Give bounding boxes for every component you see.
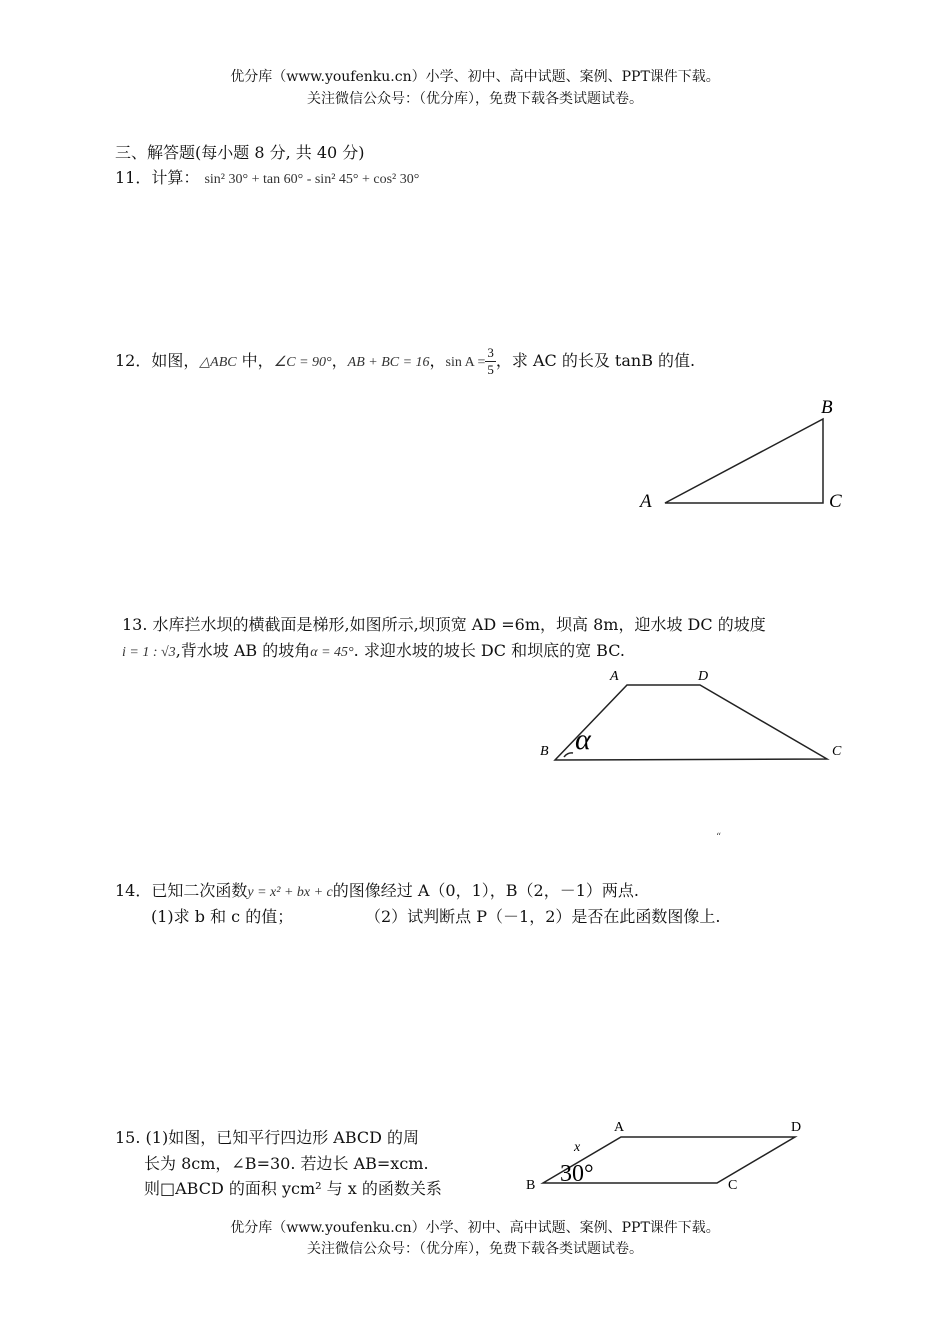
q11-prefix: 11．计算： xyxy=(115,168,200,187)
q15-label-d: D xyxy=(791,1120,802,1135)
question-12: 12．如图，△ABC 中，∠C = 90°，AB + BC = 16，sin A = $\frac{3}{5}$ ，求 AC 的长及 tanB 的值. xyxy=(115,345,696,377)
q14-line-1 xyxy=(115,878,639,901)
q14-function: y = x² + bx + c xyxy=(247,885,333,900)
q13-slope: i = 1 : √3 xyxy=(122,645,176,660)
q12-triangle-shape xyxy=(665,419,823,503)
q13-trapezoid-shape xyxy=(555,685,827,760)
q12-fraction-numerator: 3 xyxy=(487,345,494,360)
q13-label-c: C xyxy=(832,744,842,759)
q15-line-2: 长为 8cm，∠B=30. 若边长 AB=xcm. xyxy=(144,1154,429,1173)
question-11 xyxy=(115,165,419,188)
q15-label-c: C xyxy=(728,1178,738,1193)
q12-label-b: B xyxy=(821,397,833,418)
q15-label-a: A xyxy=(614,1120,625,1135)
q13-alpha-value: α = 45° xyxy=(310,645,354,660)
q13-text-b: . 求迎水坡的坡长 DC 和坝底的宽 BC. xyxy=(353,641,625,660)
header-line-1: 优分库（www.youfenku.cn）小学、初中、高中试题、案例、PPT课件下载。 xyxy=(230,69,720,85)
q12-triangle: △ABC xyxy=(199,355,237,370)
q14-text-b: 的图像经过 A（0，1），B（2，－1）两点. xyxy=(332,881,639,900)
q12-fraction-denominator: 5 xyxy=(487,362,494,377)
q13-text-a: ,背水坡 AB 的坡角 xyxy=(175,641,311,660)
q13-angle-arc xyxy=(564,753,573,757)
q12-label-a: A xyxy=(640,491,652,512)
q15-label-b: B xyxy=(526,1178,536,1193)
header-line-2: 关注微信公众号：（优分库），免费下载各类试题试卷。 xyxy=(307,91,643,107)
q13-line-2 xyxy=(122,638,625,661)
q13-label-alpha: α xyxy=(575,723,591,756)
q15-label-angle: 30° xyxy=(560,1161,594,1187)
q14-text-a: 14．已知二次函数 xyxy=(115,881,248,900)
q12-fraction xyxy=(485,345,496,378)
q15-line-3: 则□ABCD 的面积 ycm² 与 x 的函数关系 xyxy=(144,1179,442,1198)
q13-line-1: 13. 水库拦水坝的横截面是梯形,如图所示,坝顶宽 AD =6m，坝高 8m，迎水坡 DC 的坡度 xyxy=(122,615,766,634)
q13-label-b: B xyxy=(540,744,549,759)
q13-label-d: D xyxy=(698,669,709,684)
q12-sum: AB + BC = 16 xyxy=(347,355,430,370)
q13-label-a: A xyxy=(610,669,619,684)
footer-line-1: 优分库（www.youfenku.cn）小学、初中、高中试题、案例、PPT课件下载。 xyxy=(230,1220,720,1236)
q12-mid: 中， xyxy=(236,351,274,370)
footer-line-2: 关注微信公众号：（优分库），免费下载各类试题试卷。 xyxy=(307,1241,643,1257)
q15-parallelogram-figure xyxy=(520,1115,820,1195)
q12-prefix: 12．如图， xyxy=(115,351,200,370)
q14-part-1: (1)求 b 和 c 的值； xyxy=(151,907,294,926)
q15-label-x: x xyxy=(574,1140,581,1155)
q12-angle: ∠C = 90° xyxy=(273,355,332,370)
section-title: 三、解答题(每小题 8 分, 共 40 分) xyxy=(115,143,365,162)
q12-label-c: C xyxy=(829,491,842,512)
q13-stray-mark: “ xyxy=(716,832,722,843)
q13-trapezoid-figure xyxy=(535,665,855,775)
q12-tail: ，求 AC 的长及 tanB 的值. xyxy=(495,351,696,370)
q15-line-1: 15. (1)如图，已知平行四边形 ABCD 的周 xyxy=(115,1128,420,1147)
q14-part-2: （2）试判断点 P（－1，2）是否在此函数图像上. xyxy=(365,907,721,926)
q12-triangle-figure xyxy=(630,395,860,520)
q12-sin: sin A = xyxy=(445,355,486,370)
q11-expression: sin² 30° + tan 60° - sin² 45° + cos² 30° xyxy=(204,172,420,187)
